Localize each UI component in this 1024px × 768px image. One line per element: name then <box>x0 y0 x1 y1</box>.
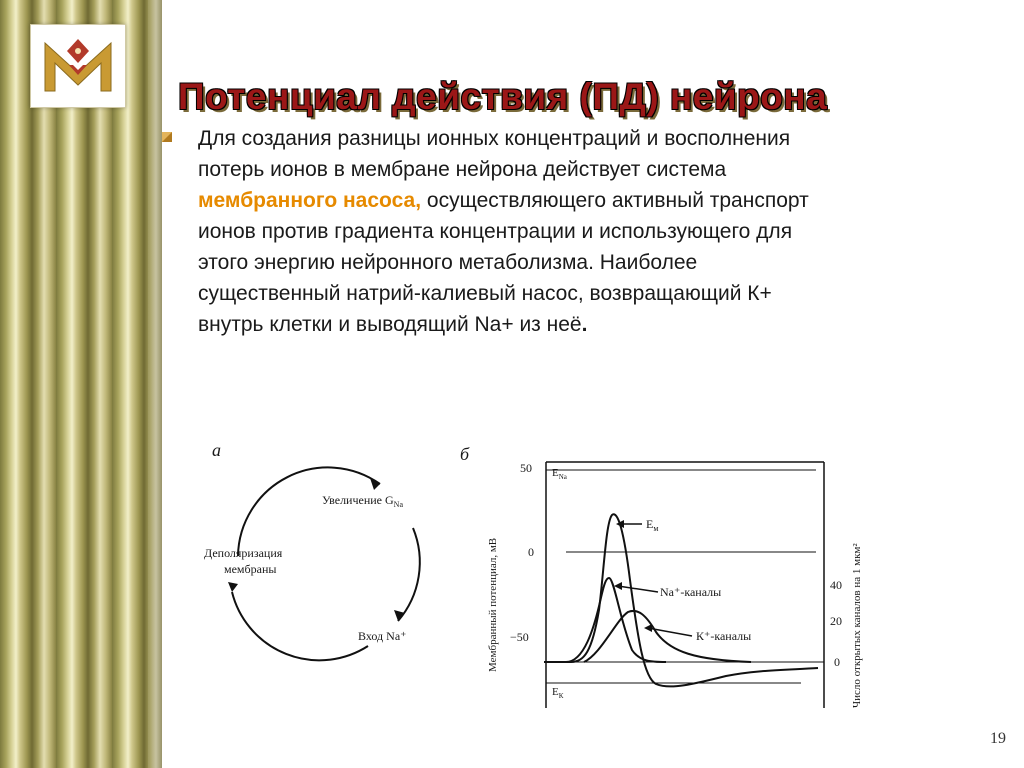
k-pointer-line <box>648 628 692 636</box>
na-pointer-line <box>618 586 658 592</box>
ek-label <box>552 686 564 700</box>
figure-b-action-potential-plot <box>456 440 876 720</box>
cycle-arc-top <box>238 467 380 556</box>
cycle-arrowhead-left <box>228 582 238 592</box>
membrane-pump-term: мембранного насоса, <box>198 189 422 212</box>
cycle-arc-right <box>398 528 420 621</box>
double-m-logo-icon <box>31 25 125 107</box>
ek-label-sub: К <box>558 692 564 700</box>
figure-a-cycle-diagram <box>198 436 458 686</box>
em-label-main: E <box>646 517 654 531</box>
page-number: 19 <box>990 730 1006 747</box>
cycle-arc-bottom <box>232 592 368 660</box>
cycle-step-increase-g-main: Увеличение G <box>322 493 394 507</box>
slide-title: Потенциал действия (ПД) нейрона <box>178 76 828 117</box>
square-bullet-icon <box>160 130 174 144</box>
ek-label-main: E <box>552 686 559 698</box>
body-paragraph <box>198 123 818 340</box>
left-tick-50: 50 <box>520 461 532 475</box>
cycle-step-depolarization-1: Деполяризация <box>204 546 283 560</box>
k-channels-label: К⁺-каналы <box>696 629 752 643</box>
body-text-part2: осуществляющего активный транспорт ионов против градиента концентрации и использующего для этого энергию нейронного метаболизма. Наиболее существенный натрий-калиевый насос, возвращающий К+ внутрь клетки и выводящий Na+ из неё <box>198 189 809 336</box>
k-pointer-arrowhead <box>644 624 652 632</box>
body-text-part1: Для создания разницы ионных концентраций и восполнения потерь ионов в мембране нейрона действует система <box>198 127 791 181</box>
right-tick-0: 0 <box>834 655 840 669</box>
ena-label-main: E <box>552 467 559 479</box>
logo <box>30 24 126 108</box>
y-axis-label-left: Мембранный потенциал, мВ <box>487 537 499 672</box>
left-tick-0: 0 <box>528 545 534 559</box>
ena-label <box>552 467 568 481</box>
figure-a-label: а <box>212 440 221 460</box>
figure-b-label: б <box>460 444 470 464</box>
decorative-sidebar <box>0 0 162 768</box>
body-text-end: . <box>581 313 588 336</box>
cycle-step-depolarization-2: мембраны <box>224 562 277 576</box>
em-label-sub: м <box>653 524 659 533</box>
left-tick-minus50: −50 <box>510 630 529 644</box>
em-label <box>646 517 658 533</box>
right-tick-40: 40 <box>830 578 842 592</box>
cycle-step-increase-g <box>322 493 403 509</box>
right-tick-20: 20 <box>830 614 842 628</box>
na-channels-label: Na⁺-каналы <box>660 585 722 599</box>
cycle-step-increase-g-sub: Na <box>393 500 403 509</box>
cycle-step-na-entry: Вход Na⁺ <box>358 629 407 643</box>
ena-label-sub: Na <box>558 473 567 481</box>
y-axis-label-right: Число открытых каналов на 1 мкм² <box>851 543 863 708</box>
